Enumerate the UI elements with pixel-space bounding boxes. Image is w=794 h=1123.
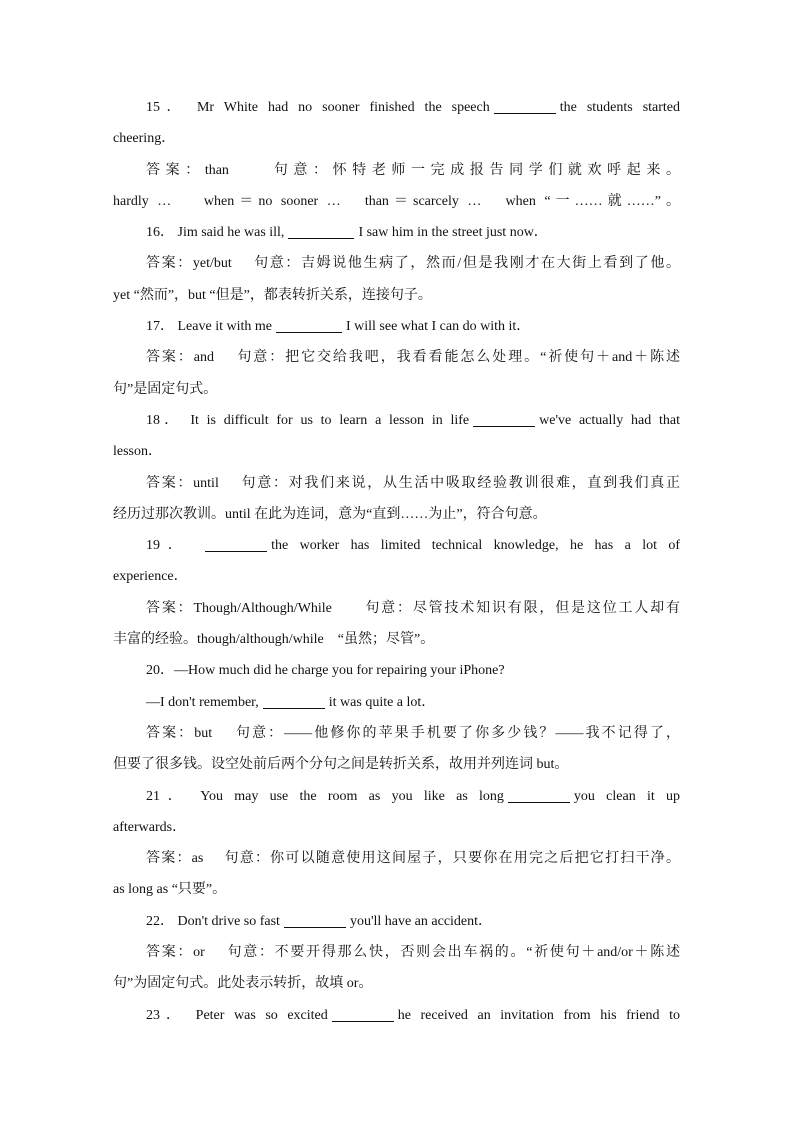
question-number: 19． xyxy=(146,538,190,554)
answer-20-cont: 但要了很多钱。设空处前后两个分句之间是转折关系，故用并列连词 but。 xyxy=(113,757,569,773)
question-15: 15． Mr White had no sooner finished the speech the students started xyxy=(146,100,680,115)
question-number: 18． xyxy=(146,412,183,428)
question-22: 22． Don't drive so fast you'll have an accident． xyxy=(146,913,493,929)
question-23: 23． Peter was so excited he received an invitation from his friend to xyxy=(146,1007,680,1023)
question-16: 16． Jim said he was ill, I saw him in the street just now． xyxy=(146,225,548,241)
answer-22-cont: 句”为固定句式。此处表示转折，故填 or。 xyxy=(113,976,373,992)
question-number: 21． xyxy=(146,788,190,804)
answer-15: 答案：than 句意：怀特老师一完成报告同学们就欢呼起来。 xyxy=(146,162,680,178)
question-number: 20． xyxy=(146,663,174,679)
answer-19-cont: 丰富的经验。though/although/while “虽然；尽管”。 xyxy=(113,632,435,648)
question-17: 17． Leave it with me I will see what I can do with it． xyxy=(146,319,531,335)
question-number: 16． xyxy=(146,225,174,241)
question-21-cont: afterwards． xyxy=(113,819,187,835)
answer-15-cont: hardly … when＝no sooner … than＝scarcely … when “一……就……”。 xyxy=(113,193,680,209)
answer-20: 答案：but 句意：——他修你的苹果手机要了你多少钱？——我不记得了， xyxy=(146,725,680,741)
answer-blank xyxy=(284,912,346,928)
question-15-cont: cheering． xyxy=(113,131,176,147)
answer-blank xyxy=(332,1006,394,1022)
answer-blank xyxy=(205,536,267,552)
answer-17-cont: 句”是固定句式。 xyxy=(113,381,218,397)
question-19-cont: experience． xyxy=(113,569,188,585)
answer-blank xyxy=(263,693,325,709)
answer-18: 答案：until 句意：对我们来说，从生活中吸取经验教训很难，直到我们真正 xyxy=(146,475,680,491)
question-number: 23． xyxy=(146,1007,187,1023)
answer-16-cont: yet “然而”，but “但是”，都表转折关系，连接句子。 xyxy=(113,287,432,303)
answer-16: 答案：yet/but 句意：吉姆说他生病了，然而/但是我刚才在大街上看到了他。 xyxy=(146,256,680,272)
answer-22: 答案：or 句意：不要开得那么快，否则会出车祸的。“祈使句＋and/or＋陈述 xyxy=(146,945,680,961)
question-20-reply: —I don't remember, it was quite a lot． xyxy=(146,694,436,710)
question-number: 15． xyxy=(146,100,187,115)
question-list xyxy=(113,92,680,1031)
answer-17: 答案：and 句意：把它交给我吧，我看看能怎么处理。“祈使句＋and＋陈述 xyxy=(146,350,680,366)
question-number: 17． xyxy=(146,319,174,335)
question-number: 22． xyxy=(146,913,174,929)
answer-blank xyxy=(473,411,535,427)
question-19: 19． the worker has limited technical knowledge, he has a lot of xyxy=(146,538,680,554)
answer-blank xyxy=(288,223,354,239)
answer-21-cont: as long as “只要”。 xyxy=(113,882,227,898)
question-18: 18． It is difficult for us to learn a lesson in life we've actually had that xyxy=(146,412,680,428)
answer-blank xyxy=(508,787,570,803)
question-18-cont: lesson． xyxy=(113,444,162,460)
answer-18-cont: 经历过那次教训。until 在此为连词，意为“直到……为止”，符合句意。 xyxy=(113,506,547,522)
question-20: 20．—How much did he charge you for repairing your iPhone? xyxy=(146,663,505,679)
answer-blank xyxy=(494,98,556,114)
answer-19: 答案：Though/Although/While 句意：尽管技术知识有限，但是这位工人却有 xyxy=(146,600,680,616)
answer-21: 答案：as 句意：你可以随意使用这间屋子，只要你在用完之后把它打扫干净。 xyxy=(146,851,680,867)
question-21: 21． You may use the room as you like as long you clean it up xyxy=(146,788,680,804)
answer-blank xyxy=(276,317,342,333)
